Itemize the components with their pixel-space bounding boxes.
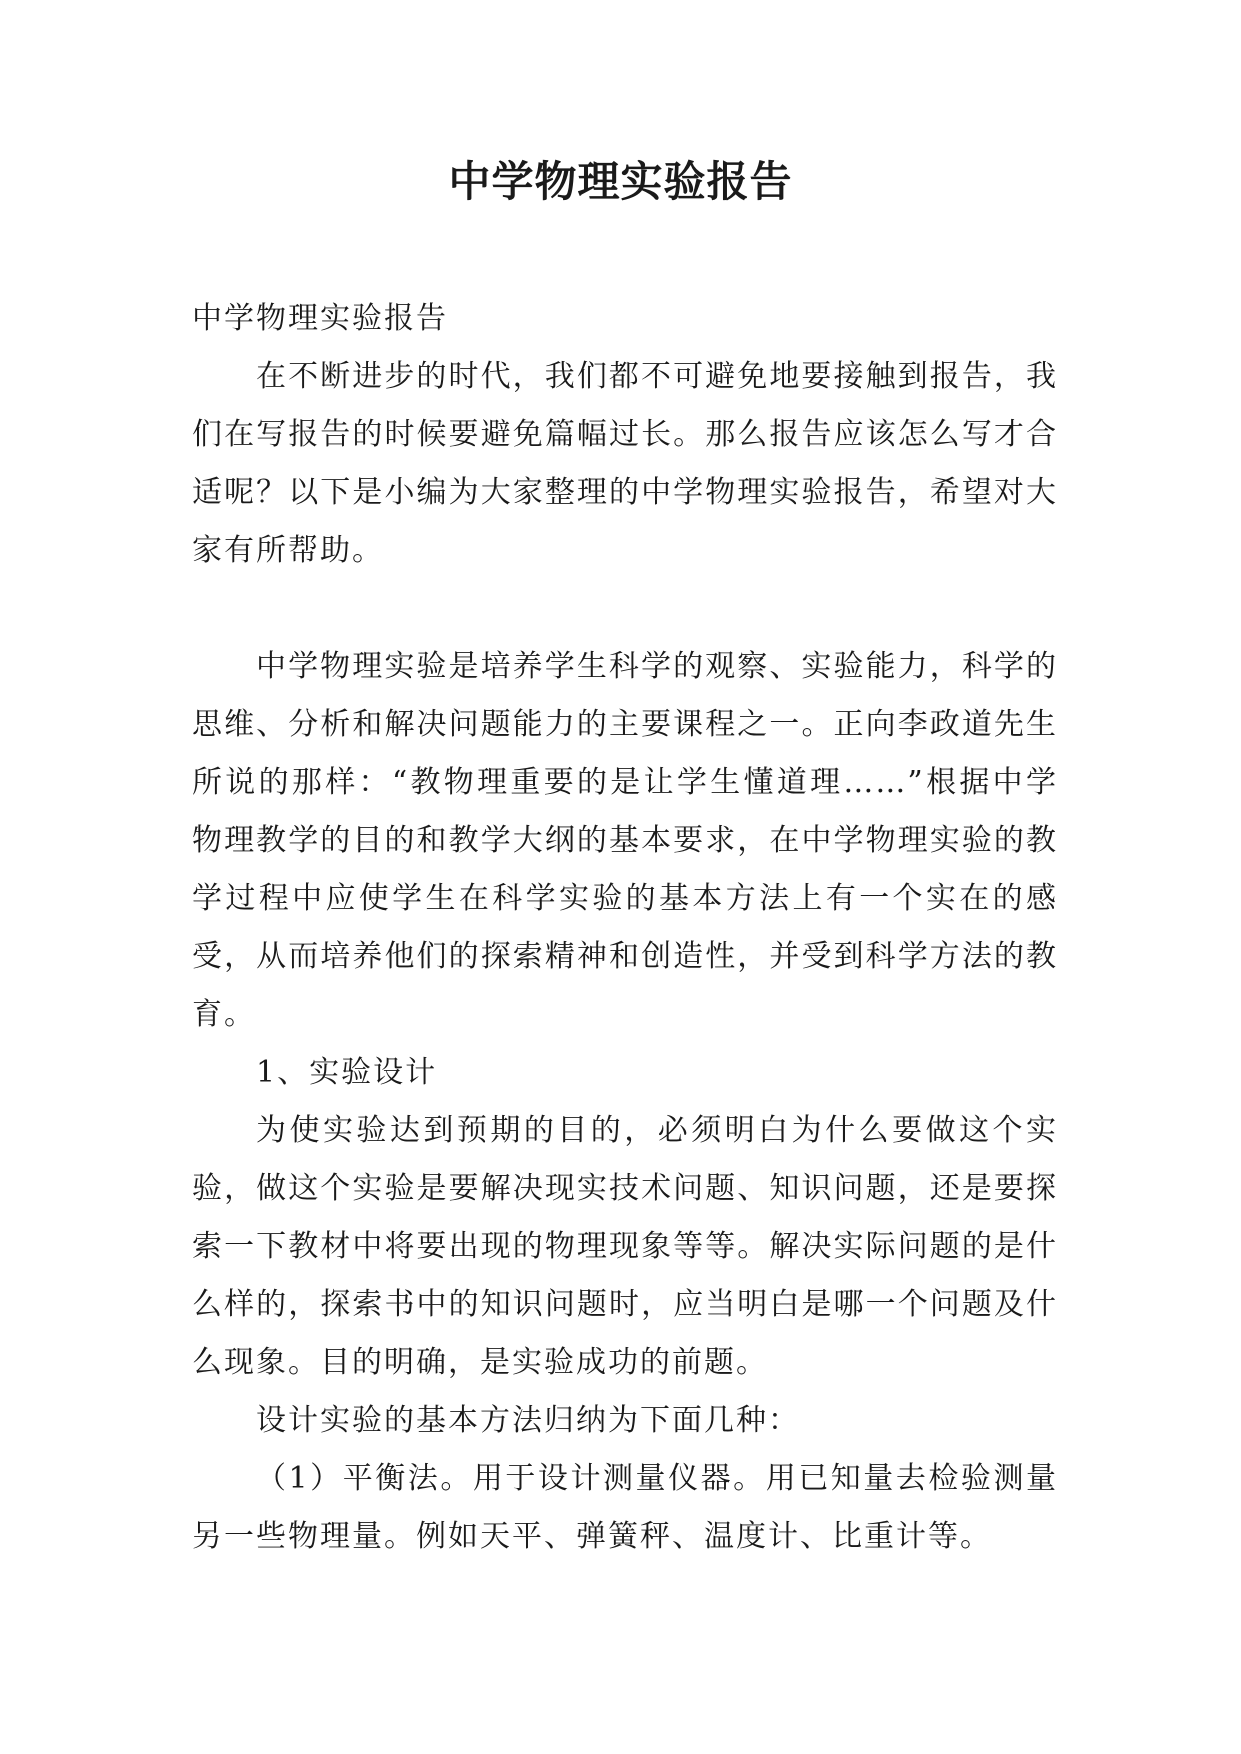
body-paragraph: 设计实验的基本方法归纳为下面几种： [256, 1403, 800, 1438]
document-title: 中学物理实验报告 [448, 157, 793, 206]
paragraph-spacer [192, 580, 1058, 638]
intro-paragraph: 在不断进步的时代，我们都不可避免地要接触到报告，我们在写报告的时候要避免篇幅过长。那么报告应该怎么写才合适呢？以下是小编为大家整理的中学物理实验报告，希望对大家有所帮助。 [192, 359, 1058, 568]
document-body [192, 290, 1058, 1566]
body-paragraph: 中学物理实验是培养学生科学的观察、实验能力，科学的思维、分析和解决问题能力的主要课程之一。正向李政道先生所说的那样：“教物理重要的是让学生懂道理……”根据中学物理教学的目的和教学大纲的基本要求，在中学物理实验的教学过程中应使学生在科学实验的基本方法上有一个实在的感受，从而培养他们的探索精神和创造性，并受到科学方法的教育。 [192, 649, 1058, 1032]
list-item-paragraph: （1）平衡法。用于设计测量仪器。用已知量去检验测量另一些物理量。例如天平、弹簧秤、温度计、比重计等。 [192, 1461, 1058, 1554]
document-subtitle: 中学物理实验报告 [192, 301, 448, 336]
body-paragraph: 为使实验达到预期的目的，必须明白为什么要做这个实验，做这个实验是要解决现实技术问题、知识问题，还是要探索一下教材中将要出现的物理现象等等。解决实际问题的是什么样的，探索书中的知识问题时，应当明白是哪一个问题及什么现象。目的明确，是实验成功的前题。 [192, 1113, 1058, 1380]
section-heading: 1、实验设计 [256, 1055, 438, 1090]
